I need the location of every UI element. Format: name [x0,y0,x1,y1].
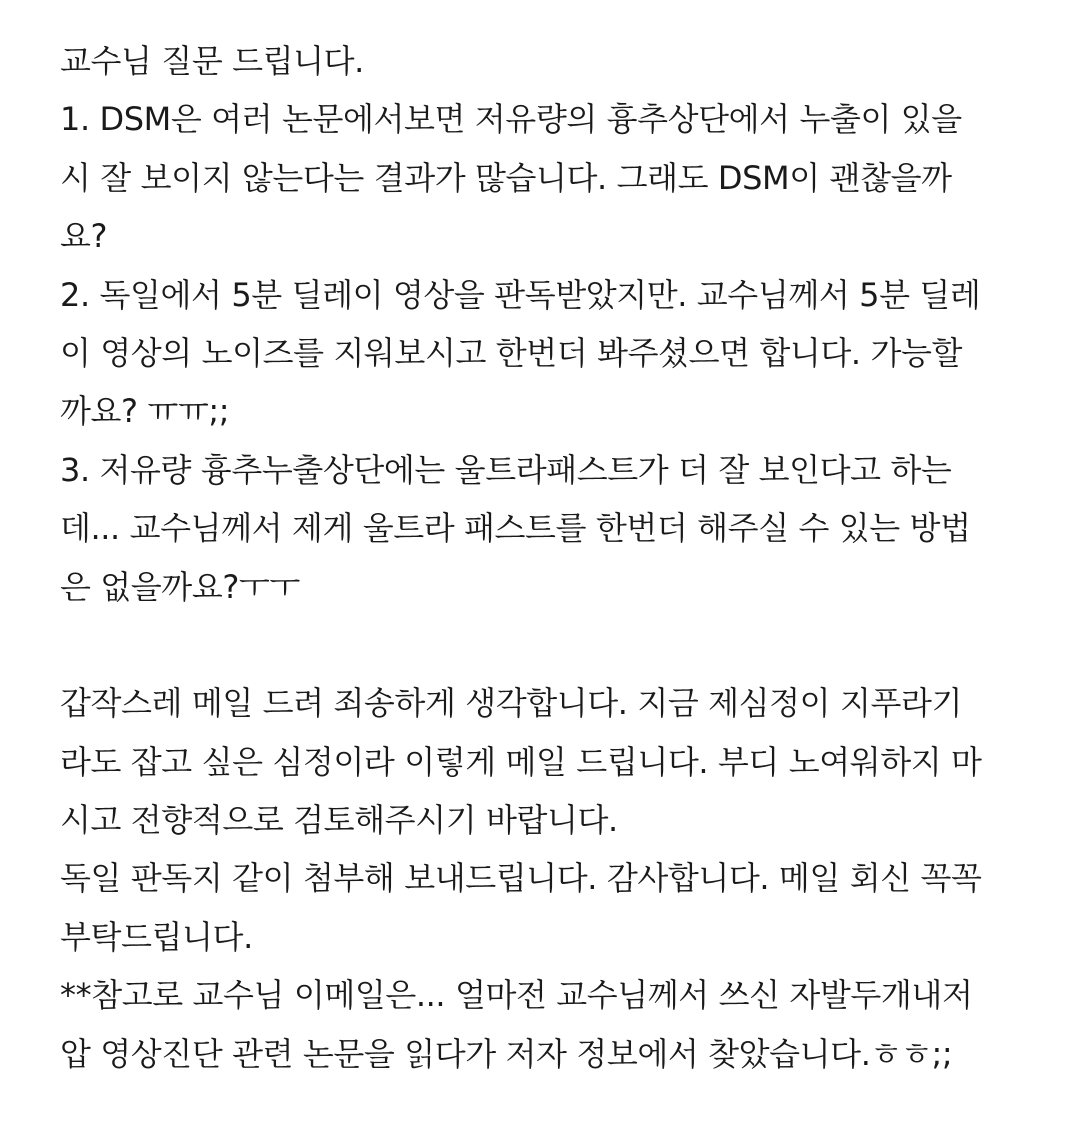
text-line: 부탁드립니다. [60,917,253,956]
text-line: 요? [60,217,108,256]
text-line: 데... 교수님께서 제게 울트라 패스트를 한번더 해주실 수 있는 방법 [60,509,971,548]
text-line: 갑작스레 메일 드려 죄송하게 생각합니다. 지금 제심정이 지푸라기 [60,684,963,723]
text-line: 시고 전향적으로 검토해주시기 바랍니다. [60,801,618,840]
text-line: 독일 판독지 같이 첨부해 보내드립니다. 감사합니다. 메일 회신 꼭꼭 [60,859,982,898]
text-line: 1. DSM은 여러 논문에서보면 저유량의 흉추상단에서 누출이 있을 [60,100,962,139]
text-line: 2. 독일에서 5분 딜레이 영상을 판독받았지만. 교수님께서 5분 딜레 [60,275,981,314]
text-line: 은 없을까요?ㅜㅜ [60,567,300,606]
text-line: 교수님 질문 드립니다. [60,42,364,80]
text-line: 이 영상의 노이즈를 지워보시고 한번더 봐주셨으면 합니다. 가능할 [60,333,963,372]
email-body [60,32,1020,1083]
text-line: 까요? ㅠㅠ;; [60,392,230,431]
closing-paragraph [60,674,1020,1083]
text-line: **참고로 교수님 이메일은... 얼마전 교수님께서 쓰신 자발두개내저 [60,976,973,1015]
paragraph-spacer [60,616,1020,674]
text-line: 3. 저유량 흉추누출상단에는 울트라패스트가 더 잘 보인다고 하는 [60,450,952,489]
text-line: 라도 잡고 싶은 심정이라 이렇게 메일 드립니다. 부디 노여워하지 마 [60,742,982,781]
questions-paragraph [60,32,1020,616]
text-line: 압 영상진단 관련 논문을 읽다가 저자 정보에서 찾았습니다.ㅎㅎ;; [60,1034,953,1073]
text-line: 시 잘 보이지 않는다는 결과가 많습니다. 그래도 DSM이 괜찮을까 [60,158,952,197]
